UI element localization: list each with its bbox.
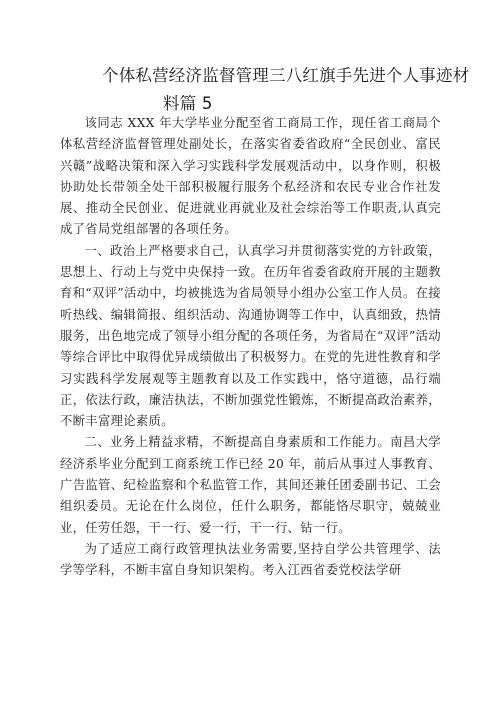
paragraph-political: 一、政治上严格要求自己，认真学习并贯彻落实党的方针政策，思想上、行动上与党中央保持一致。在历年省委省政府开展的主题教育和“双评”活动中，均被挑选为省局领导小组办公室工作人员。在接听热线、编辑简报、组织活动、沟通协调等工作中，认真细致，热情服务，出色地完成了领导小组分配的各项任务，为省局在“双评”活动等综合评比中取得优异成绩做出了积极努力。在党的先进性教育和学习实践科学发展观等主题教育以及工作实践中，恪守道德，品行端正，依法行政，廉洁执法，不断加强党性锻炼，不断提高政治素养，不断丰富理论素质。	[60, 243, 441, 429]
title-line-1: 个体私营经济监督管理三八红旗手先进个人事迹材	[102, 66, 470, 85]
paragraph-study: 为了适应工商行政管理执法业务需要,坚持自学公共管理学、法学等学科，不断丰富自身知识架构。考入江西省委党校法学研	[60, 541, 441, 578]
paragraph-intro: 该同志 XXX 年大学毕业分配至省工商局工作，现任省工商局个体私营经济监督管理处副处长，在落实省委省政府“全民创业、富民兴赣”战略决策和深入学习实践科学发展观活动中，以身作则，积极协助处长带领全处干部积极履行服务个私经济和农民专业合作社发展、推动全民创业、促进就业再就业及社会综治等工作职责,认真完成了省局党组部署的各项任务。	[60, 116, 441, 237]
title-line-2: 料篇 5	[163, 94, 213, 113]
document-title	[60, 62, 470, 118]
paragraph-professional: 二、业务上精益求精，不断提高自身素质和工作能力。南昌大学经济系毕业分配到工商系统工作已经 20 年，前后从事过人事教育、广告监管、纪检监察和个私监管工作，其间还兼任团委副书记、工会组织委员。无论在什么岗位，任什么职务，都能恪尽职守，兢兢业业，任劳任怨，干一行、爱一行，干一行、钻一行。	[60, 435, 441, 535]
document-body	[60, 113, 441, 582]
